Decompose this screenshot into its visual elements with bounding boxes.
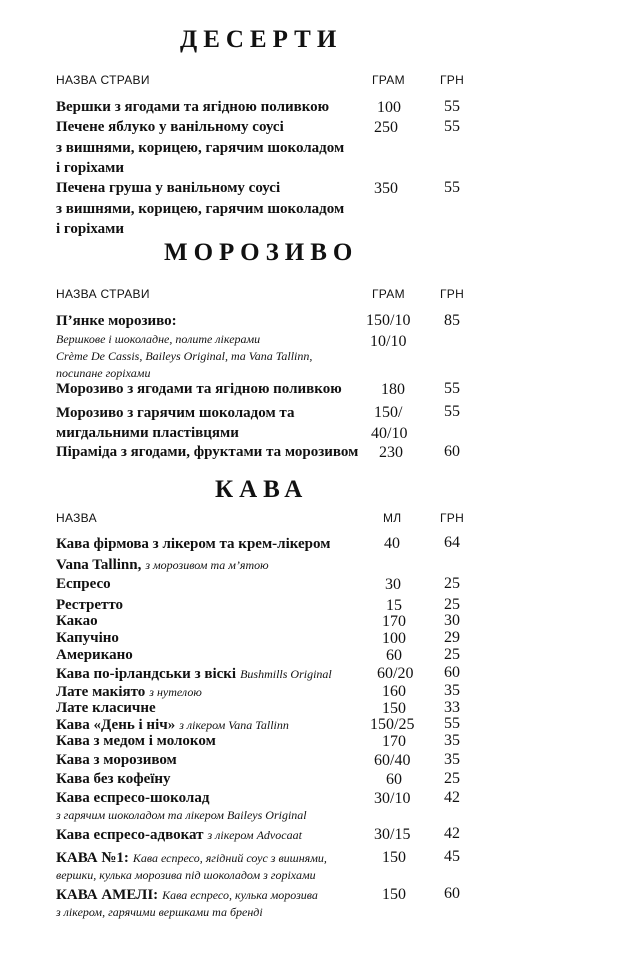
menu-item-name-line2: мигдальними пластівцями <box>56 425 239 441</box>
menu-item-qty: 160 <box>382 683 406 700</box>
menu-item-name-line2: з вишнями, корицею, гарячим шоколадом <box>56 140 345 156</box>
menu-item-price: 60 <box>444 885 460 902</box>
menu-item-note: Crème De Cassis, Baileys Original, та Vana Tallinn, <box>56 349 313 363</box>
menu-item-price: 85 <box>444 312 460 329</box>
menu-item-note: з лікером Advocaat <box>207 828 302 842</box>
menu-item-name: Кава з морозивом <box>56 752 177 768</box>
menu-item-qty: 60 <box>386 647 402 664</box>
menu-item-name: П’янке морозиво: <box>56 313 177 329</box>
menu-item-name: Рестретто <box>56 597 124 613</box>
menu-item-note: Кава еспресо, кулька морозива <box>162 888 318 902</box>
section-title-coffee: КАВА <box>215 476 309 503</box>
menu-item-note: Bushmills Original <box>240 667 332 681</box>
col-header-name: НАЗВА СТРАВИ <box>56 73 150 87</box>
menu-item-note: вершки, кулька морозива під шоколадом з горіхами <box>56 868 316 882</box>
menu-item-price: 55 <box>444 118 460 135</box>
col-header-qty: ГРАМ <box>372 287 405 301</box>
menu-item-qty: 250 <box>374 119 398 136</box>
menu-item-name: КАВА №1: Кава еспресо, ягідний соус з вишнями, <box>56 850 327 866</box>
col-header-price: ГРН <box>440 287 465 301</box>
menu-item-name: Кава з медом і молоком <box>56 733 216 749</box>
menu-item-price: 25 <box>444 770 460 787</box>
menu-item-name-line2: Vana Tallinn, з морозивом та м’ятою <box>56 557 269 573</box>
menu-item-name: Піраміда з ягодами, фруктами та морозивом <box>56 444 359 460</box>
menu-item-qty: 150 <box>382 849 406 866</box>
menu-item-qty: 30 <box>385 576 401 593</box>
menu-item-name: Кава еспресо-шоколад <box>56 790 210 806</box>
menu-item-qty: 150 <box>382 700 406 717</box>
menu-item-qty: 60 <box>386 771 402 788</box>
col-header-price: ГРН <box>440 73 465 87</box>
menu-item-name: Печене яблуко у ванільному соусі <box>56 119 284 135</box>
menu-item-price: 30 <box>444 612 460 629</box>
menu-item-price: 60 <box>444 443 460 460</box>
menu-item-qty: 150 <box>382 886 406 903</box>
menu-item-price: 42 <box>444 789 460 806</box>
menu-item-name: Морозиво з ягодами та ягідною поливкою <box>56 381 342 397</box>
menu-item-note: посипане горіхами <box>56 366 151 380</box>
menu-item-qty: 350 <box>374 180 398 197</box>
menu-item-qty: 150/10 <box>366 312 411 329</box>
menu-item-qty-line2: 10/10 <box>370 333 407 350</box>
menu-item-name: Лате макіято з нутелою <box>56 684 202 700</box>
menu-item-price: 33 <box>444 699 460 716</box>
menu-item-note: з лікером Vana Tallinn <box>179 718 289 732</box>
menu-item-qty: 180 <box>381 381 405 398</box>
menu-item-name: Еспресо <box>56 576 111 592</box>
menu-item-note: Кава еспресо, ягідний соус з вишнями, <box>132 851 327 865</box>
menu-item-qty: 150/25 <box>370 716 415 733</box>
menu-item-name-line3: і горіхами <box>56 160 125 176</box>
menu-item-qty: 40 <box>384 535 400 552</box>
col-header-price: ГРН <box>440 511 465 525</box>
menu-item-name-line2: з вишнями, корицею, гарячим шоколадом <box>56 201 345 217</box>
menu-item-price: 64 <box>444 534 460 551</box>
col-header-qty: ГРАМ <box>372 73 405 87</box>
menu-item-price: 29 <box>444 629 460 646</box>
section-title-desserts: ДЕСЕРТИ <box>180 26 343 53</box>
menu-item-price: 60 <box>444 664 460 681</box>
menu-item-price: 45 <box>444 848 460 865</box>
menu-item-price: 55 <box>444 98 460 115</box>
col-header-qty: МЛ <box>383 511 402 525</box>
menu-item-note: з лікером, гарячими вершками та бренді <box>56 905 263 919</box>
menu-item-note: з нутелою <box>149 685 202 699</box>
menu-item-name: Кава без кофеїну <box>56 771 171 787</box>
menu-item-price: 35 <box>444 732 460 749</box>
menu-item-price: 25 <box>444 575 460 592</box>
menu-item-name: Американо <box>56 647 133 663</box>
menu-item-price: 25 <box>444 596 460 613</box>
menu-item-name: Капучіно <box>56 630 119 646</box>
menu-item-note: з гарячим шоколадом та лікером Baileys Original <box>56 808 307 822</box>
menu-item-qty: 100 <box>382 630 406 647</box>
section-title-icecream: МОРОЗИВО <box>164 239 359 266</box>
menu-item-qty: 230 <box>379 444 403 461</box>
menu-item-name: КАВА АМЕЛІ: Кава еспресо, кулька морозива <box>56 887 318 903</box>
menu-item-name: Кава фірмова з лікером та крем-лікером <box>56 536 331 552</box>
menu-item-qty: 150/ <box>374 404 403 421</box>
menu-item-note: Вершкове і шоколадне, полите лікерами <box>56 332 261 346</box>
menu-item-price: 35 <box>444 682 460 699</box>
menu-item-name: Кава еспресо-адвокат з лікером Advocaat <box>56 827 302 843</box>
col-header-name: НАЗВА <box>56 511 97 525</box>
menu-item-qty: 60/40 <box>374 752 411 769</box>
menu-item-qty-line2: 40/10 <box>371 425 408 442</box>
menu-item-qty: 170 <box>382 613 406 630</box>
menu-item-qty: 170 <box>382 733 406 750</box>
menu-item-name: Кава по-ірландськи з віскі Bushmills Original <box>56 666 332 682</box>
menu-item-name: Вершки з ягодами та ягідною поливкою <box>56 99 330 115</box>
menu-item-name: Морозиво з гарячим шоколадом та <box>56 405 295 421</box>
menu-item-price: 35 <box>444 751 460 768</box>
menu-item-qty: 15 <box>386 597 402 614</box>
menu-item-price: 25 <box>444 646 460 663</box>
menu-item-qty: 100 <box>377 99 401 116</box>
menu-item-qty: 30/15 <box>374 826 411 843</box>
menu-item-price: 55 <box>444 715 460 732</box>
menu-item-name: Лате класичне <box>56 700 156 716</box>
menu-item-name: Какао <box>56 613 98 629</box>
menu-item-name: Печена груша у ванільному соусі <box>56 180 281 196</box>
menu-item-name: Кава «День і ніч» з лікером Vana Tallinn <box>56 717 289 733</box>
menu-item-name-line3: і горіхами <box>56 221 125 237</box>
menu-item-price: 55 <box>444 179 460 196</box>
col-header-name: НАЗВА СТРАВИ <box>56 287 150 301</box>
menu-item-qty: 30/10 <box>374 790 411 807</box>
menu-item-price: 55 <box>444 380 460 397</box>
menu-item-note: з морозивом та м’ятою <box>145 558 269 572</box>
menu-item-price: 55 <box>444 403 460 420</box>
menu-item-qty: 60/20 <box>377 665 414 682</box>
menu-item-price: 42 <box>444 825 460 842</box>
